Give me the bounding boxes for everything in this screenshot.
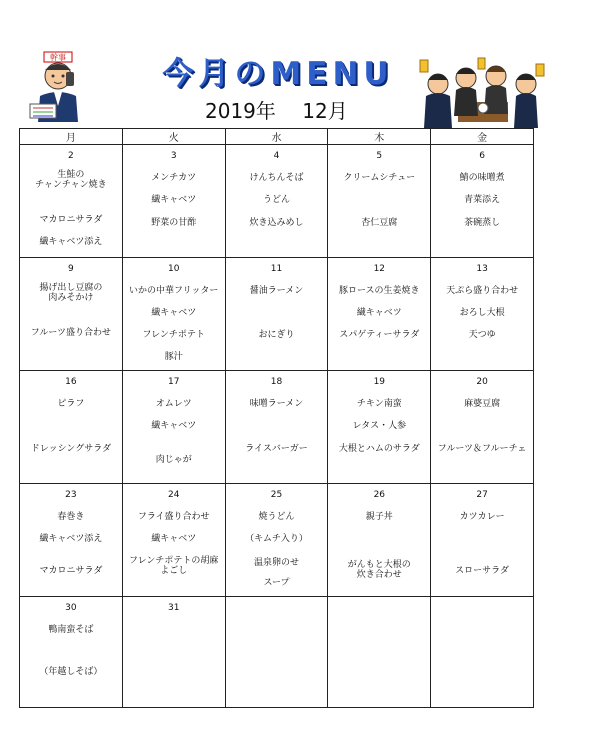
menu-item: マカロニサラダ xyxy=(39,215,103,225)
day-cell xyxy=(225,258,328,371)
menu-item: 豚汁 xyxy=(164,352,183,362)
menu-item: マカロニサラダ xyxy=(39,566,103,576)
day-number: 24 xyxy=(167,490,180,500)
menu-item: 天ぷら盛り合わせ xyxy=(446,286,519,296)
week-row xyxy=(20,484,534,597)
day-cell xyxy=(20,145,123,258)
day-cell xyxy=(328,484,431,597)
week-row xyxy=(20,258,534,371)
menu-item: けんちんそば xyxy=(249,173,304,183)
menu-item: 鯖の味噌煮 xyxy=(459,173,505,183)
menu-item: （年越しそば） xyxy=(39,667,103,677)
menu-item: （キムチ入り） xyxy=(245,534,308,544)
day-number: 10 xyxy=(167,264,180,274)
menu-item: ライスバーガー xyxy=(245,444,308,454)
menu-item: フルーツ盛り合わせ xyxy=(30,328,112,338)
day-number: 11 xyxy=(270,264,283,274)
menu-item: 繊キャベツ xyxy=(356,308,402,318)
menu-item: 繊キャベツ xyxy=(151,534,197,544)
menu-item: 醤油ラーメン xyxy=(249,286,304,296)
day-cell xyxy=(122,258,225,371)
menu-item: 麻婆豆腐 xyxy=(464,399,501,409)
day-number: 25 xyxy=(270,490,283,500)
day-cell xyxy=(431,484,534,597)
menu-item: 春巻き xyxy=(57,512,85,522)
weekday-header: 月 xyxy=(20,129,123,145)
day-cell xyxy=(122,484,225,597)
menu-item: 生鮭の チャンチャン焼き xyxy=(35,170,107,191)
menu-item: フライ盛り合わせ xyxy=(137,512,210,522)
menu-item: 繊キャベツ添え xyxy=(39,237,103,247)
day-cell xyxy=(225,371,328,484)
organizer-illustration xyxy=(26,50,90,122)
day-number: 17 xyxy=(167,377,180,387)
day-number: 3 xyxy=(170,151,177,161)
day-cell xyxy=(225,484,328,597)
menu-item: 繊キャベツ xyxy=(151,195,197,205)
day-cell xyxy=(328,597,431,708)
day-number: 12 xyxy=(373,264,386,274)
menu-item: 肉じゃが xyxy=(155,455,192,465)
menu-item: 親子丼 xyxy=(365,512,393,522)
day-number: 30 xyxy=(65,603,77,613)
weekday-header: 火 xyxy=(122,129,225,145)
menu-item: チキン南蛮 xyxy=(356,399,402,409)
menu-item: がんもと大根の 炊き合わせ xyxy=(347,560,411,581)
day-cell xyxy=(20,484,123,597)
menu-item: クリームシチュー xyxy=(343,173,416,183)
day-number: 27 xyxy=(476,490,488,500)
party-illustration xyxy=(418,56,548,128)
menu-item: おにぎり xyxy=(258,330,295,340)
day-cell xyxy=(225,597,328,708)
day-cell xyxy=(431,371,534,484)
menu-item: 揚げ出し豆腐の 肉みそかけ xyxy=(39,283,103,304)
menu-item: フルーツ＆フルーチェ xyxy=(437,444,527,454)
day-cell xyxy=(20,371,123,484)
day-number: 4 xyxy=(273,151,280,161)
weekday-header-row xyxy=(20,129,534,145)
menu-item: カツカレー xyxy=(459,512,505,522)
week-row xyxy=(20,145,534,258)
page-title: 今月のMENU xyxy=(162,56,394,92)
month-label: 2019年 12月 xyxy=(205,99,348,123)
day-cell xyxy=(122,145,225,258)
menu-item: 野菜の甘酢 xyxy=(151,218,197,228)
menu-item: フレンチポテト xyxy=(142,330,205,340)
day-cell xyxy=(328,258,431,371)
menu-item: メンチカツ xyxy=(151,173,197,183)
menu-item: 大根とハムのサラダ xyxy=(338,444,420,454)
menu-item: ピラフ xyxy=(57,399,85,409)
menu-item: 焼うどん xyxy=(258,512,295,522)
menu-item: 豚ロースの生姜焼き xyxy=(339,286,420,296)
menu-item: スパゲティーサラダ xyxy=(339,330,420,340)
menu-item: 天つゆ xyxy=(468,330,496,340)
menu-item: おろし大根 xyxy=(459,308,505,318)
menu-item: うどん xyxy=(262,195,290,205)
menu-item: 繊キャベツ xyxy=(151,421,197,431)
day-number: 19 xyxy=(373,377,386,387)
day-number: 26 xyxy=(373,490,386,500)
day-cell xyxy=(122,597,225,708)
day-cell xyxy=(20,258,123,371)
menu-item: スローサラダ xyxy=(455,566,510,576)
weekday-header: 木 xyxy=(328,129,431,145)
menu-item: 繊キャベツ添え xyxy=(39,534,103,544)
menu-item: レタス・人参 xyxy=(352,421,407,431)
day-cell xyxy=(431,145,534,258)
menu-item: スープ xyxy=(263,578,290,588)
menu-item: 炊き込みめし xyxy=(249,218,304,228)
day-cell xyxy=(328,371,431,484)
day-number: 31 xyxy=(167,603,180,613)
page-header xyxy=(0,0,589,128)
day-number: 6 xyxy=(479,151,485,161)
day-number: 16 xyxy=(65,377,77,387)
menu-item: いかの中華フリッター xyxy=(129,286,219,296)
menu-calendar xyxy=(19,128,534,708)
menu-item: 杏仁豆腐 xyxy=(361,218,398,228)
menu-item: オムレツ xyxy=(155,399,192,409)
svg-text:幹事: 幹事 xyxy=(50,53,66,62)
day-number: 20 xyxy=(476,377,488,387)
week-row xyxy=(20,371,534,484)
menu-item: 青菜添え xyxy=(464,195,501,205)
day-cell xyxy=(431,597,534,708)
menu-item: 温泉卵のせ xyxy=(253,558,299,568)
day-cell xyxy=(431,258,534,371)
day-cell xyxy=(225,145,328,258)
menu-item: フレンチポテトの胡麻 よごし xyxy=(128,556,219,577)
menu-item: 味噌ラーメン xyxy=(249,399,304,409)
menu-item: ドレッシングサラダ xyxy=(30,444,112,454)
day-cell xyxy=(122,371,225,484)
menu-item: 鴨南蛮そば xyxy=(48,625,94,635)
day-number: 23 xyxy=(65,490,77,500)
day-cell xyxy=(20,597,123,708)
weekday-header: 金 xyxy=(431,129,534,145)
day-number: 18 xyxy=(270,377,283,387)
day-cell xyxy=(328,145,431,258)
day-number: 9 xyxy=(68,264,74,274)
day-number: 2 xyxy=(68,151,74,161)
day-number: 5 xyxy=(376,151,383,161)
week-row xyxy=(20,597,534,708)
menu-item: 繊キャベツ xyxy=(151,308,197,318)
menu-item: 茶碗蒸し xyxy=(464,218,501,228)
weekday-header: 水 xyxy=(225,129,328,145)
day-number: 13 xyxy=(476,264,488,274)
